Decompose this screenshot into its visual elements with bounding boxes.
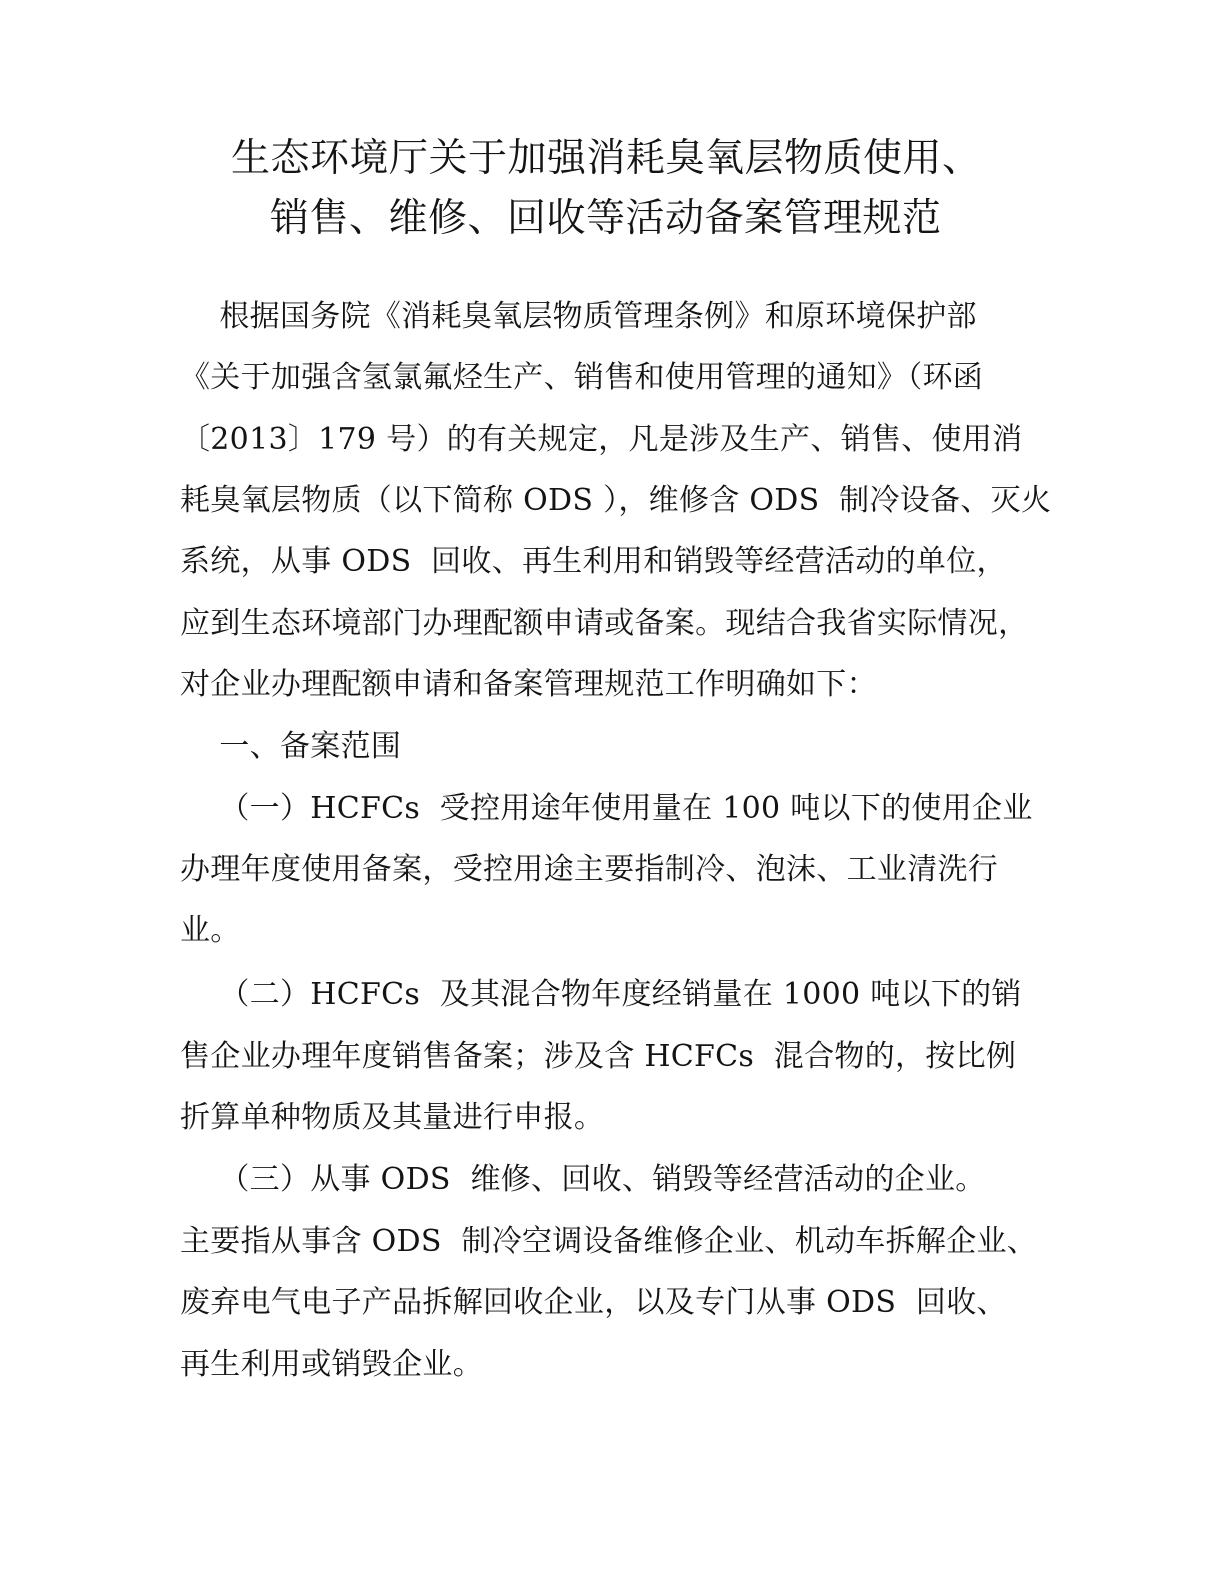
body-line: （二）HCFCs 及其混合物年度经销量在 1000 吨以下的销 <box>180 977 1022 1012</box>
document-title-line-1: 生态环境厅关于加强消耗臭氧层物质使用、 <box>231 136 982 181</box>
body-line: 对企业办理配额申请和备案管理规范工作明确如下： <box>180 667 877 702</box>
body-line: （三）从事 ODS 维修、回收、销毁等经营活动的企业。 <box>180 1162 986 1197</box>
section-heading: 一、备案范围 <box>180 729 402 764</box>
body-line: 办理年度使用备案，受控用途主要指制冷、泡沫、工业清洗行 <box>180 852 999 887</box>
body-line: 主要指从事含 ODS 制冷空调设备维修企业、机动车拆解企业、 <box>180 1224 1038 1259</box>
body-line: 应到生态环境部门办理配额申请或备案。现结合我省实际情况， <box>180 606 1029 641</box>
body-line: 根据国务院《消耗臭氧层物质管理条例》和原环境保护部 <box>180 299 977 334</box>
body-line: （一）HCFCs 受控用途年使用量在 100 吨以下的使用企业 <box>180 791 1033 826</box>
body-line: 售企业办理年度销售备案；涉及含 HCFCs 混合物的，按比例 <box>180 1039 1017 1074</box>
body-line: 折算单种物质及其量进行申报。 <box>180 1100 605 1135</box>
document-title-line-2: 销售、维修、回收等活动备案管理规范 <box>270 196 942 241</box>
body-line: 《关于加强含氢氯氟烃生产、销售和使用管理的通知》（环函 <box>180 360 984 395</box>
body-line: 〔2013〕179 号）的有关规定，凡是涉及生产、销售、使用消 <box>180 422 1023 457</box>
body-line: 再生利用或销毁企业。 <box>180 1347 483 1382</box>
body-line: 废弃电气电子产品拆解回收企业，以及专门从事 ODS 回收、 <box>180 1285 1007 1320</box>
body-line: 系统，从事 ODS 回收、再生利用和销毁等经营活动的单位， <box>180 544 1007 579</box>
body-line: 耗臭氧层物质（以下简称 ODS ），维修含 ODS 制冷设备、灭火 <box>180 483 1052 518</box>
body-line: 业。 <box>180 913 241 948</box>
